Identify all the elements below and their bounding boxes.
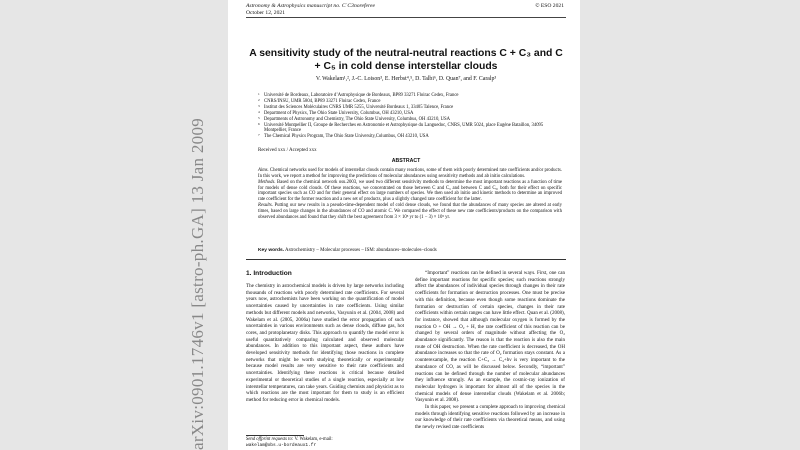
abstract-results [258, 203, 562, 221]
aims-text: Chemical networks used for models of interstellar clouds contain many reactions, some of them with poorly determined rate coefficients and/or products. In this work, we report a method for improving the predictions of molecular abundances using sensitivity methods and ab initio calculations. [258, 168, 563, 179]
affiliation-item [258, 134, 562, 140]
footnote-name: V. Wakelam, e-mail: [294, 437, 333, 442]
affiliation-number: 4 [258, 109, 260, 114]
footnote-email: wakelam@obs.u-bordeaux1.fr [246, 443, 317, 448]
keywords-text: Astrochemistry – Molecular processes – ISM: abundances–molecules–clouds [285, 248, 437, 253]
left-column [246, 283, 404, 433]
section-number: 1. [246, 270, 252, 277]
arxiv-sidebar-stamp [168, 0, 228, 450]
affiliation-number: 6 [258, 121, 260, 126]
footnote-rule [246, 435, 304, 436]
running-header [246, 3, 375, 17]
header-divider [246, 17, 566, 18]
section-heading [246, 270, 292, 277]
abstract-body [258, 168, 562, 221]
body-paragraph: In this paper, we present a complete approach to improving chemical models through identifying sensitive reactions followed by an increase in our knowledge of their rate coefficients via theoretical means, and using the newly revised rate coefficients [415, 404, 565, 431]
copyright: © ESO 2021 [535, 3, 564, 9]
abstract-methods [258, 180, 562, 203]
keywords-label: Key words. [258, 248, 285, 253]
body-paragraph: “Important” reactions can be defined in several ways. First, one can define important reactions for specific species; such reactions strongly affect the abundances of individual species through changes in their rate coefficients for formation or destruction processes. One must be precise with this definition, because even though some reactions dominate the formation or destruction of certain species, changes in their rate coefficients within certain ranges can have little effect. Quan et al. (2008), for instance, showed that although molecular oxygen is formed by the reaction O + OH → O₂ + H, the rate coefficient of this reaction can be changed by several orders of magnitude without affecting the O₂ abundance significantly. The reason is that the reaction is also the main route of OH destruction. When the rate coefficient is decreased, the OH abundance increases so that the rate of O₂ formation stays constant. As a counterexample, the reaction C+C₃ → C₄+hν is very important to the abundance of CO, as will be discussed below. Secondly, “important” reactions can be defined through the number of molecular abundances they influence strongly. As an example, the cosmic-ray ionization of molecular hydrogen is important for almost all of the species in the chemical models of dense interstellar clouds (Wakelam et al. 2006b; Vasyunin et al. 2008). [415, 270, 565, 404]
paper-title: A sensitivity study of the neutral-neutral reactions C + C₃ and C + C₅ in cold dense interstellar clouds [249, 48, 563, 72]
aims-label: Aims. [258, 168, 269, 173]
results-label: Results. [258, 203, 273, 209]
affiliation-item [258, 123, 562, 135]
affiliation-text: CNRS/INSU, UMR 5804, BP89 33271 Floirac Cedex, France [264, 98, 381, 104]
affiliation-text: Department of Physics, The Ohio State University, Columbus, OH 43210, USA [264, 110, 414, 116]
paper-page [228, 0, 580, 450]
affiliation-text: The Chemical Physics Program, The Ohio State University,Columbus, OH 43210, USA [264, 134, 429, 140]
abstract-divider [246, 259, 566, 260]
abstract-aims [258, 168, 562, 180]
keywords-line [258, 248, 562, 253]
abstract-heading: ABSTRACT [391, 158, 421, 164]
affiliation-number: 3 [258, 103, 260, 108]
intro-paragraph: The chemistry in astrochemical models is driven by large networks including thousands of reactions with poorly determined rate coefficients. For several years now, astrochemists have been working on the quantification of model uncertainties caused by uncertainties in rate coefficients. Using similar methods but different models and networks, Vasyunin et al. (2004, 2008) and Wakelam et al. (2005, 2006a) have studied the error propagation of such uncertainties in various environments such as dense clouds, diffuse gas, hot cores, and protoplanetary disks. This approach to quantify the model error is useful quantitatively comparing calculated and observed molecular abundances. In addition to this important aspect, these authors have developed sensitivity methods for identifying those reactions in complete networks that might be worth studying theoretically or experimentally because model results are very sensitive to their rate coefficients and uncertainties. Identifying these reactions is critical because detailed experimental or theoretical studies of a single reaction, especially at low interstellar temperatures, can take years. Guiding chemists and physicist as to which reactions are the most important for them to study is an efficient method for reducing error in chemical models. [246, 283, 404, 403]
methods-label: Methods. [258, 179, 276, 185]
journal-line: Astronomy & Astrophysics manuscript no. C˙C3noreferee [246, 3, 375, 9]
author-list: V. Wakelam¹,², J.-C. Loison³, E. Herbst⁴,⁵, D. Talbi⁶, D. Quan⁷, and F. Caralp³ [315, 76, 497, 82]
affiliation-number: 5 [258, 115, 260, 120]
footnote-label: Send offprint requests to: [246, 437, 294, 442]
header-date: October 12, 2021 [246, 10, 285, 16]
results-text: Putting our new results in a pseudo-time-dependent model of cold dense clouds, we found that the abundances of many species are altered at early times, based on large changes in the abundances of CO and atomic C. We compared the effect of these new rate coefficients/products on the comparison with observed abundances and found that they shift the best agreement from 3 × 10⁵ yr to (1 − 3) × 10⁵ yr. [258, 203, 563, 220]
affiliation-text: Departments of Astronomy and Chemistry, The Ohio State University, Columbus, OH 43210, USA [264, 116, 451, 122]
received-line: Received xxx / Accepted xxx [258, 148, 317, 153]
footnote [246, 437, 404, 449]
section-title: Introduction [253, 270, 292, 277]
arxiv-identifier: arXiv:0901.1746v1 [astro-ph.GA] 13 Jan 2009 [188, 117, 207, 450]
affiliation-text: Institut des Sciences Moléculaires CNRS UMR 5255, Université Bordeaux 1, 33405 Talence, France [264, 104, 454, 110]
affiliation-number: 7 [258, 133, 260, 138]
affiliation-list [258, 93, 562, 140]
affiliation-number: 1 [258, 92, 260, 96]
affiliation-number: 2 [258, 97, 260, 102]
methods-text: Based on the chemical network osu.2003, we used two different sensitivity methods to determine the most important reactions as a function of time for models of dense cold clouds. Of these reactions, we concentrated on those between C and C₃ and between C and C₅, both for their effect on specific important species such as CO and for their general effect on large numbers of species. We then used ab initio and kinetic methods to determine an improved rate coefficient for the former reaction and a new set of products, plus a slightly changed rate coefficient for the latter. [258, 179, 562, 203]
affiliation-text: Université Montpellier II, Groupe de Recherches en Astronomie et Astrophysique du Languedoc, CNRS, UMR 5024, place Eugène Bataillon, 34095 Montpellier, France [264, 122, 544, 134]
right-column [415, 270, 565, 450]
affiliation-text: Université de Bordeaux, Laboratoire d’Astrophysique de Bordeaux, BP89 33271 Floirac Cedex, France [264, 93, 459, 98]
